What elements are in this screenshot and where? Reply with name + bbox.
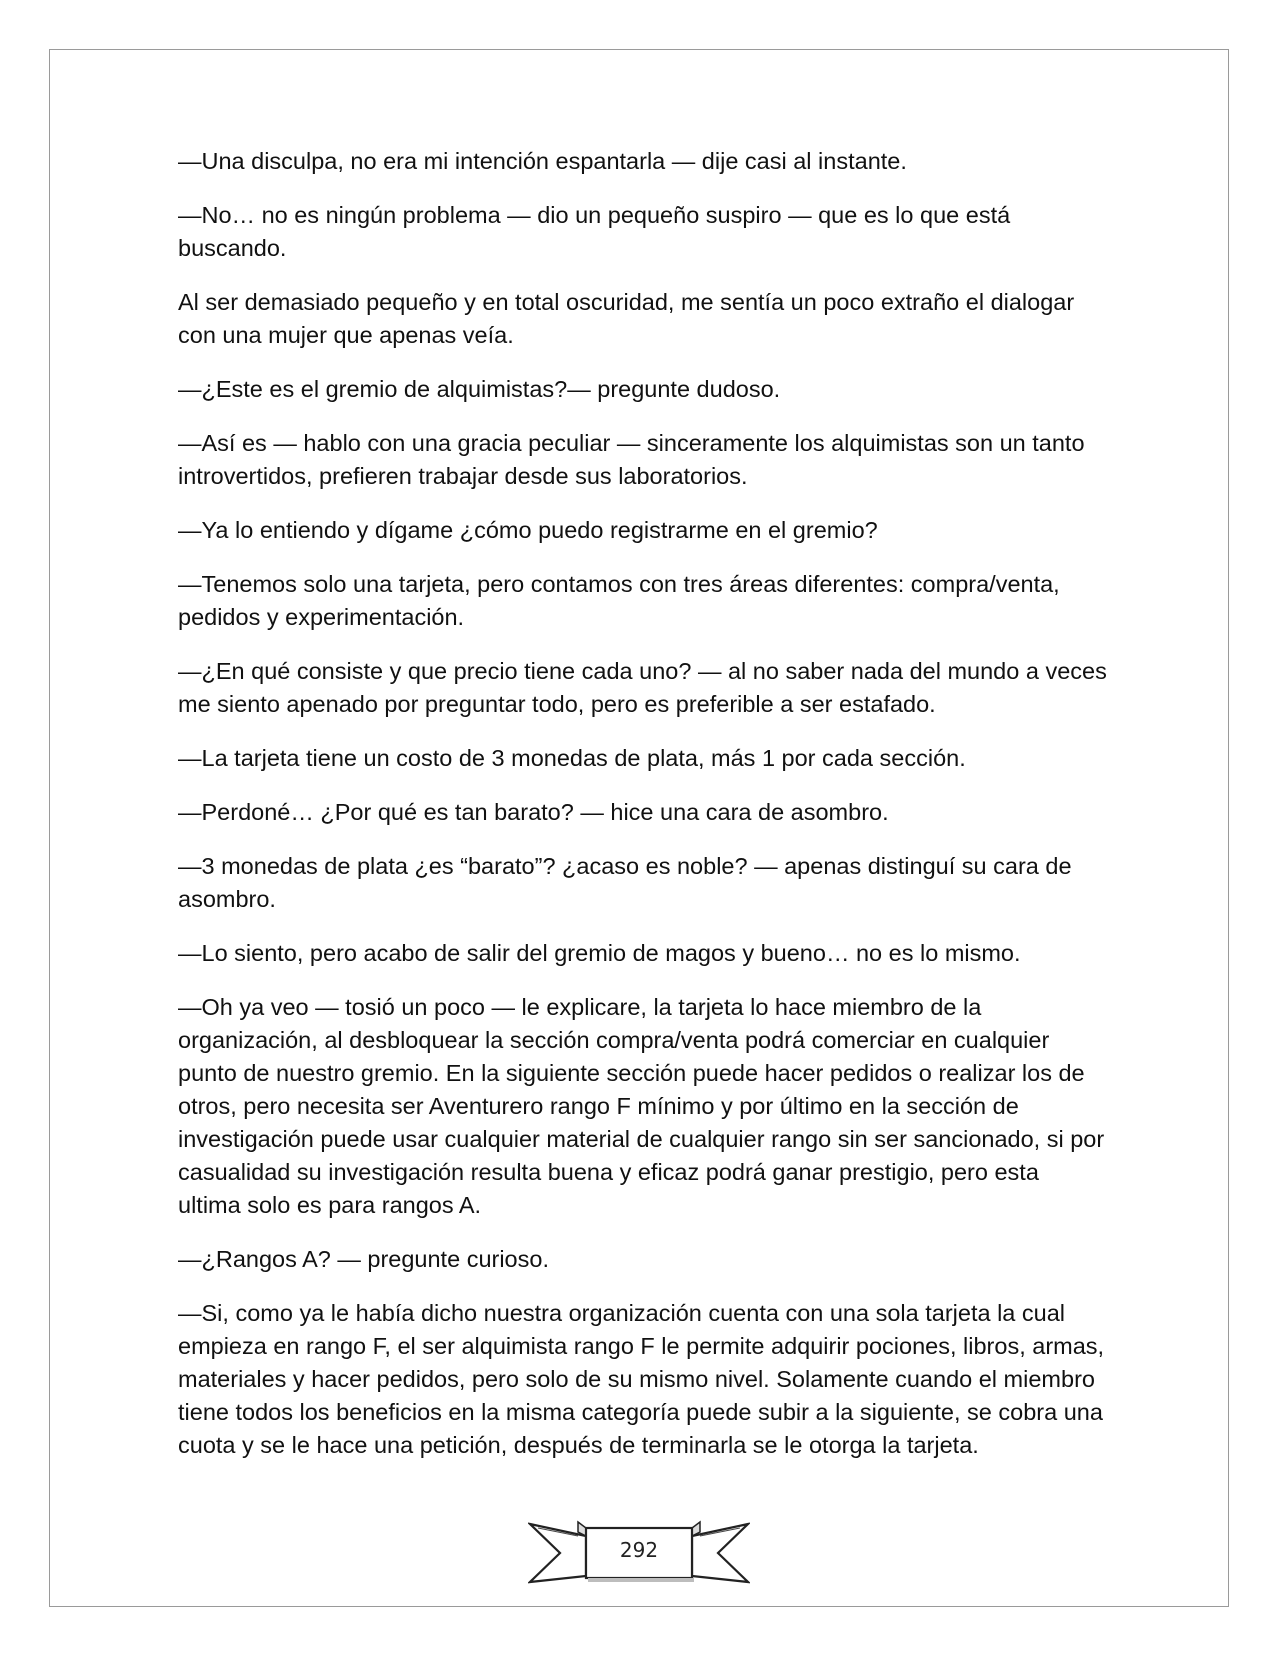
paragraph: —3 monedas de plata ¿es “barato”? ¿acaso es noble? — apenas distinguí su cara de asombro. xyxy=(178,853,1072,912)
page-number: 292 xyxy=(619,1538,659,1562)
paragraph: —Lo siento, pero acabo de salir del gremio de magos y bueno… no es lo mismo. xyxy=(178,940,1021,966)
paragraph: —Tenemos solo una tarjeta, pero contamos con tres áreas diferentes: compra/venta, pedidos y experimentación. xyxy=(178,571,1060,630)
paragraph: —¿Rangos A? — pregunte curioso. xyxy=(178,1246,549,1272)
paragraph: —Oh ya veo — tosió un poco — le explicare, la tarjeta lo hace miembro de la organización, al desbloquear la sección compra/venta podrá comerciar en cualquier punto de nuestro gremio. En la siguiente sección puede hacer pedidos o realizar los de otros, pero necesita ser Aventurero rango F mínimo y por último en la sección de investigación puede usar cualquier material de cualquier rango sin ser sancionado, si por casualidad su investigación resulta buena y eficaz podrá ganar prestigio, pero esta ultima solo es para rangos A. xyxy=(178,994,1105,1218)
page-number-ribbon xyxy=(528,1516,750,1588)
document-body xyxy=(178,145,1108,1483)
paragraph: —No… no es ningún problema — dio un pequeño suspiro — que es lo que está buscando. xyxy=(178,202,1011,261)
paragraph: —Ya lo entiendo y dígame ¿cómo puedo registrarme en el gremio? xyxy=(178,517,878,543)
paragraph: —Así es — hablo con una gracia peculiar — sinceramente los alquimistas son un tanto introvertidos, prefieren trabajar desde sus laboratorios. xyxy=(178,430,1085,489)
paragraph: —Una disculpa, no era mi intención espantarla — dije casi al instante. xyxy=(178,148,907,174)
paragraph: —La tarjeta tiene un costo de 3 monedas de plata, más 1 por cada sección. xyxy=(178,745,966,771)
paragraph: —¿Este es el gremio de alquimistas?— pregunte dudoso. xyxy=(178,376,781,402)
paragraph: —Si, como ya le había dicho nuestra organización cuenta con una sola tarjeta la cual empieza en rango F, el ser alquimista rango F le permite adquirir pociones, libros, armas, materiales y hacer pedidos, pero solo de su mismo nivel. Solamente cuando el miembro tiene todos los beneficios en la misma categoría puede subir a la siguiente, se cobra una cuota y se le hace una petición, después de terminarla se le otorga la tarjeta. xyxy=(178,1300,1105,1458)
paragraph: —¿En qué consiste y que precio tiene cada uno? — al no saber nada del mundo a veces me siento apenado por preguntar todo, pero es preferible a ser estafado. xyxy=(178,658,1107,717)
paragraph: —Perdoné… ¿Por qué es tan barato? — hice una cara de asombro. xyxy=(178,799,889,825)
paragraph: Al ser demasiado pequeño y en total oscuridad, me sentía un poco extraño el dialogar con una mujer que apenas veía. xyxy=(178,289,1075,348)
